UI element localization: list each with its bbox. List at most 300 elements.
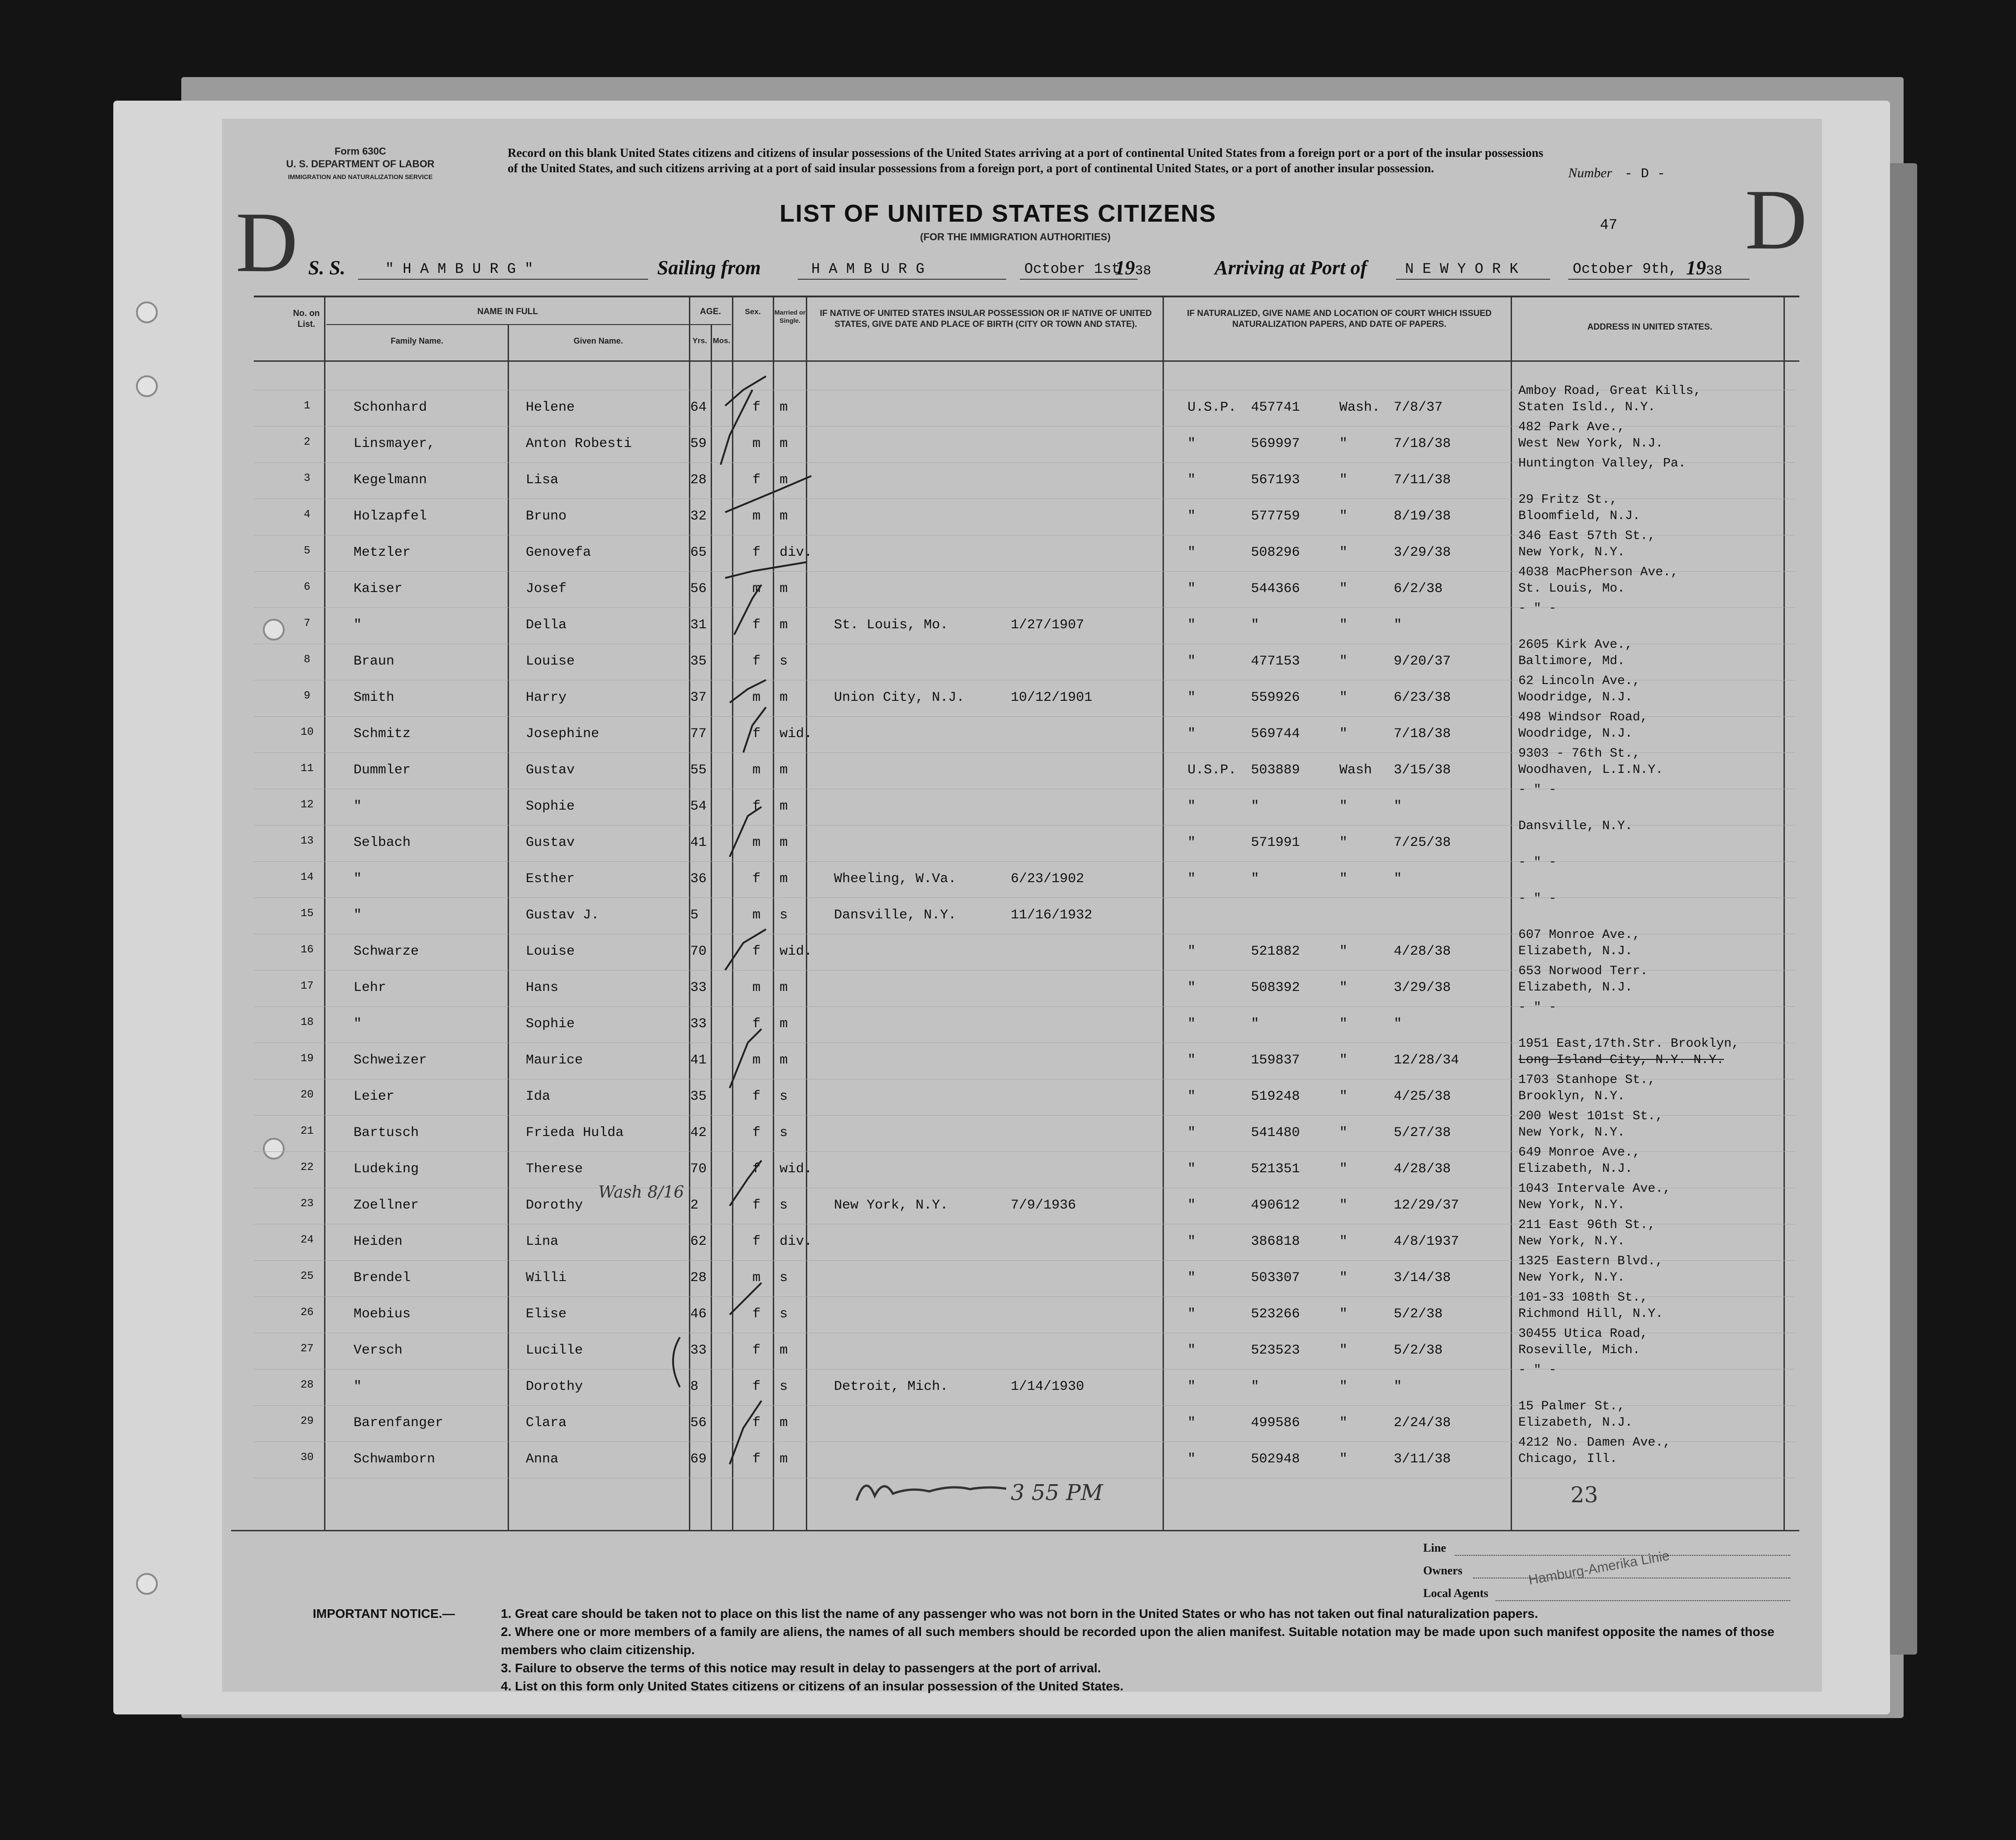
paper-number: 490612 [1251,1198,1300,1213]
address-line-1: 1703 Stanhope St., [1518,1073,1656,1087]
paper-date: 9/20/37 [1394,654,1451,669]
age-years: 56 [690,1415,707,1431]
notice-heading: IMPORTANT NOTICE.— [313,1607,455,1621]
given-name: Josef [526,581,567,597]
sex: f [752,1379,761,1394]
age-years: 41 [690,835,707,850]
marital-status: m [780,799,788,814]
address-line-2: Brooklyn, N.Y. [1518,1089,1625,1103]
family-name: Schmitz [354,726,411,742]
address-line-2: New York, N.Y. [1518,1271,1625,1285]
court-location: Wash. [1339,400,1381,415]
sex: f [752,1306,761,1322]
birth-place: Detroit, Mich. [834,1379,949,1394]
court-code: " [1187,1053,1196,1068]
family-name: " [354,799,362,814]
court-location: " [1339,1415,1348,1431]
court-code: " [1187,871,1196,887]
court-code: " [1187,1379,1196,1394]
court-location: " [1339,472,1348,488]
age-years: 5 [690,908,699,923]
address-line-1: 653 Norwood Terr. [1518,964,1648,978]
paper-date: 4/8/1937 [1394,1234,1459,1249]
paper-date: " [1394,617,1402,633]
marital-status: m [780,762,788,778]
court-location: " [1339,726,1348,742]
page-subtitle: (FOR THE IMMIGRATION AUTHORITIES) [920,231,1111,243]
row-number: 24 [300,1234,314,1246]
court-location: " [1339,545,1348,560]
court-code: " [1187,980,1196,995]
age-years: 28 [690,472,707,488]
address-line-2: Bloomfield, N.J. [1518,509,1640,523]
paper-number: 477153 [1251,654,1300,669]
paper-number: 521882 [1251,944,1300,959]
marital-status: s [780,1125,788,1141]
court-code: " [1187,1306,1196,1322]
address-line-2: New York, N.Y. [1518,545,1625,559]
sex: f [752,617,761,633]
sex: m [752,690,761,705]
sex: f [752,1016,761,1032]
paper-number: 544366 [1251,581,1300,597]
year-value-2: 38 [1706,263,1723,279]
paper-date: 3/11/38 [1394,1452,1451,1467]
check-mark [730,1283,761,1315]
address-line-2: West New York, N.J. [1518,437,1663,451]
form-id-line: IMMIGRATION AND NATURALIZATION SERVICE [288,173,433,180]
family-name: Selbach [354,835,411,850]
ss-label: S. S. [308,257,345,279]
row-number: 13 [300,835,314,847]
marital-status: div. [780,545,813,560]
letter-left: D [236,195,298,290]
given-name: Harry [526,690,567,705]
court-location: " [1339,1270,1348,1286]
given-name: Anna [526,1452,559,1467]
marital-status: m [780,871,788,887]
address-line-1: Amboy Road, Great Kills, [1518,384,1701,398]
number-value: - D - [1624,166,1666,182]
court-code: " [1187,1343,1196,1358]
given-name: Lisa [526,472,559,488]
row-number: 27 [300,1343,314,1355]
family-name: Lehr [354,980,387,995]
row-number: 16 [300,944,314,956]
family-name: Dummler [354,762,411,778]
row-number: 9 [304,690,310,702]
paper-date: 7/25/38 [1394,835,1451,850]
address-line-2: New York, N.Y. [1518,1126,1625,1140]
paper-date: 8/19/38 [1394,509,1451,524]
given-name: Elise [526,1306,567,1322]
family-name: Leier [354,1089,395,1104]
paper-number: " [1251,1016,1260,1032]
court-code: " [1187,1415,1196,1431]
sheet-number: 47 [1600,217,1618,233]
paper-number: 519248 [1251,1089,1300,1104]
age-years: 65 [690,545,707,560]
age-years: 64 [690,400,707,415]
marital-status: m [780,1343,788,1358]
given-name: Helene [526,400,575,415]
paper-number: 502948 [1251,1452,1300,1467]
sail-date: October 1st [1024,261,1120,277]
paper-date: 3/15/38 [1394,762,1451,778]
marital-status: m [780,980,788,995]
arrival-port: N E W Y O R K [1405,261,1518,277]
check-mark [725,476,811,512]
family-name: Linsmayer, [354,436,436,452]
address-line-1: 346 East 57th St., [1518,529,1656,543]
paper-date: 3/29/38 [1394,980,1451,995]
court-code: " [1187,1016,1196,1032]
age-years: 2 [690,1198,699,1213]
court-code: " [1187,1089,1196,1104]
marital-status: s [780,1089,788,1104]
sex: f [752,472,761,488]
address-line-1: 29 Fritz St., [1518,493,1618,507]
given-name: Gustav [526,762,575,778]
court-location: " [1339,1379,1348,1394]
marital-status: m [780,835,788,850]
row-number: 7 [304,617,310,630]
address-line-1: 4038 MacPherson Ave., [1518,565,1678,579]
age-years: 28 [690,1270,707,1286]
notice-4: 4. List on this form only United States citizens or citizens of an insular possession of the United States. [501,1679,1124,1693]
sex: f [752,1415,761,1431]
row-number: 5 [304,545,310,557]
col-mos: Mos. [712,336,731,345]
paper-number: 386818 [1251,1234,1300,1249]
paper-date: 6/2/38 [1394,581,1443,597]
court-location: Wash [1339,762,1372,778]
birth-date: 1/27/1907 [1011,617,1085,633]
arrive-date: October 9th, [1573,261,1677,277]
row-number: 2 [304,436,310,448]
sex: m [752,436,761,452]
marital-status: s [780,908,788,923]
paper-date: " [1394,1016,1402,1032]
sex: f [752,1089,761,1104]
marital-status: s [780,654,788,669]
address-line-1: 62 Lincoln Ave., [1518,674,1640,688]
family-name: " [354,871,362,887]
given-name: Gustav [526,835,575,850]
age-years: 70 [690,1161,707,1177]
handwritten-side-note: Wash 8/16 [598,1183,684,1202]
court-location: " [1339,436,1348,452]
age-years: 59 [690,436,707,452]
page-title: LIST OF UNITED STATES CITIZENS [780,200,1216,227]
given-name: Esther [526,871,575,887]
row-number: 30 [300,1452,314,1464]
notice-3: 3. Failure to observe the terms of this notice may result in delay to passengers at the port of arrival. [501,1661,1101,1675]
paper-number: 559926 [1251,690,1300,705]
sex: f [752,1452,761,1467]
family-name: " [354,1379,362,1394]
address-line-2: Elizabeth, N.J. [1518,944,1633,958]
marital-status: wid. [780,726,813,742]
court-location: " [1339,1089,1348,1104]
row-number: 15 [300,908,314,920]
family-name: Moebius [354,1306,411,1322]
family-name: Kegelmann [354,472,427,488]
marital-status: m [780,509,788,524]
paper-date: " [1394,1379,1402,1394]
family-name: Barenfanger [354,1415,444,1431]
given-name: Louise [526,944,575,959]
given-name: Genovefa [526,545,591,560]
marital-status: m [780,436,788,452]
address-line-1: 607 Monroe Ave., [1518,928,1640,942]
family-name: Braun [354,654,395,669]
court-code: " [1187,1452,1196,1467]
row-number: 3 [304,472,310,485]
row-number: 22 [300,1161,314,1174]
marital-status: m [780,690,788,705]
row-number: 4 [304,509,310,521]
court-code: " [1187,545,1196,560]
paper-date: 7/8/37 [1394,400,1443,415]
ship-name: " H A M B U R G " [385,261,533,277]
check-mark [743,707,766,753]
family-name: Holzapfel [354,509,427,524]
paper-number: 577759 [1251,509,1300,524]
row-number: 26 [300,1306,314,1319]
address-line-2: New York, N.Y. [1518,1234,1625,1248]
court-code: " [1187,617,1196,633]
col-native: IF NATIVE OF UNITED STATES INSULAR POSSESSION OR IF NATIVE OF UNITED STATES, GIVE DATE AND PLACE OF BIRTH (CITY OR TOWN AND STATE). [819,309,1152,329]
court-code: " [1187,472,1196,488]
family-name: Schwamborn [354,1452,436,1467]
court-location: " [1339,1125,1348,1141]
family-name: Versch [354,1343,403,1358]
court-code: " [1187,1125,1196,1141]
court-location: " [1339,654,1348,669]
paper-number: 503307 [1251,1270,1300,1286]
given-name: Clara [526,1415,567,1431]
paper-date: 7/18/38 [1394,436,1451,452]
age-years: 70 [690,944,707,959]
family-name: Schweizer [354,1053,427,1068]
age-years: 31 [690,617,707,633]
address-line-2: New York, N.Y. [1518,1198,1625,1212]
court-code: " [1187,726,1196,742]
address-line-1: 30455 Utica Road, [1518,1327,1648,1341]
paper-number: " [1251,1379,1260,1394]
address-line-1: 1043 Intervale Ave., [1518,1182,1671,1196]
row-number: 29 [300,1415,314,1427]
court-code: " [1187,835,1196,850]
address-line-1: 15 Palmer St., [1518,1399,1625,1413]
family-name: Heiden [354,1234,403,1249]
family-name: Metzler [354,545,411,560]
paper-number: " [1251,799,1260,814]
marital-status: m [780,1452,788,1467]
sailing-label: Sailing from [657,257,761,279]
sex: m [752,1270,761,1286]
notice-2: 2. Where one or more members of a family are aliens, the names of all such members should be recorded upon the alien manifest. Suitable notation may be made upon such manifest opposite the names of those members who claim citizenship. [501,1625,1774,1657]
age-years: 36 [690,871,707,887]
row-number: 17 [300,980,314,992]
address-line-2: Woodhaven, L.I.N.Y. [1518,763,1663,777]
sex: f [752,400,761,415]
row-number: 12 [300,799,314,811]
court-location: " [1339,1343,1348,1358]
paper-date: 5/2/38 [1394,1306,1443,1322]
year-prefix-2: 19 [1686,257,1706,279]
given-name: Frieda Hulda [526,1125,624,1141]
court-code: " [1187,690,1196,705]
family-name: " [354,908,362,923]
footer-line-label: Line [1423,1541,1446,1554]
sex: m [752,980,761,995]
court-code: " [1187,1161,1196,1177]
paper-number: 457741 [1251,400,1300,415]
family-name: " [354,617,362,633]
address-line-2: Woodridge, N.J. [1518,727,1633,741]
paper-date: 6/23/38 [1394,690,1451,705]
paper-date: 12/28/34 [1394,1053,1459,1068]
court-code: " [1187,1234,1196,1249]
age-years: 8 [690,1379,699,1394]
given-name: Dorothy [526,1198,583,1213]
row-number: 28 [300,1379,314,1391]
check-mark [725,929,766,970]
family-name: Schonhard [354,400,427,415]
row-number: 10 [300,726,314,738]
paper-date: 7/18/38 [1394,726,1451,742]
row-number: 18 [300,1016,314,1029]
check-mark [730,1160,761,1206]
given-name: Dorothy [526,1379,583,1394]
col-age: AGE. [700,307,721,316]
given-name: Lina [526,1234,559,1249]
sex: f [752,726,761,742]
birth-date: 10/12/1901 [1011,690,1093,705]
age-years: 56 [690,581,707,597]
sex: m [752,581,761,597]
given-name: Anton Robesti [526,436,632,452]
marital-status: wid. [780,944,813,959]
address-line-2: Richmond Hill, N.Y. [1518,1307,1663,1321]
row-number: 14 [300,871,314,884]
paper-date: 5/27/38 [1394,1125,1451,1141]
age-years: 32 [690,509,707,524]
paper-date: " [1394,871,1402,887]
check-mark [730,1401,761,1464]
paper-number: " [1251,617,1260,633]
given-name: Della [526,617,567,633]
family-name: Zoellner [354,1198,419,1213]
marital-status: s [780,1379,788,1394]
paper-number: 569744 [1251,726,1300,742]
court-location: " [1339,581,1348,597]
court-location: " [1339,980,1348,995]
sex: f [752,654,761,669]
paper-date: 4/28/38 [1394,944,1451,959]
paper-number: 521351 [1251,1161,1300,1177]
check-mark [730,1029,761,1088]
family-name: Bartusch [354,1125,419,1141]
family-name: Smith [354,690,395,705]
age-years: 37 [690,690,707,705]
birth-date: 1/14/1930 [1011,1379,1085,1394]
age-years: 55 [690,762,707,778]
address-line-1: Huntington Valley, Pa. [1518,456,1686,471]
sex: f [752,1343,761,1358]
col-address: ADDRESS IN UNITED STATES. [1587,322,1712,332]
court-location: " [1339,1016,1348,1032]
marital-status: wid. [780,1161,813,1177]
paper-date: 4/28/38 [1394,1161,1451,1177]
col-family-name: Family Name. [390,336,444,345]
given-name: Gustav J. [526,908,600,923]
col-name-in-full: NAME IN FULL [477,307,538,316]
col-married: Married or Single. [774,309,806,324]
paper-number: 569997 [1251,436,1300,452]
footer-agents-label: Local Agents [1423,1587,1488,1600]
address-line-1: 482 Park Ave., [1518,420,1625,434]
paper-number: 567193 [1251,472,1300,488]
address-line-1: 4212 No. Damen Ave., [1518,1436,1671,1450]
age-years: 35 [690,1089,707,1104]
sex: f [752,1198,761,1213]
paper-number: 523523 [1251,1343,1300,1358]
marital-status: m [780,1016,788,1032]
sex: f [752,799,761,814]
court-code: " [1187,1270,1196,1286]
address-line-2: Elizabeth, N.J. [1518,1162,1633,1176]
handwritten-page-count: 23 [1570,1482,1599,1508]
age-years: 46 [690,1306,707,1322]
sex: f [752,1161,761,1177]
birth-place: New York, N.Y. [834,1198,949,1213]
court-location: " [1339,690,1348,705]
court-location: " [1339,1452,1348,1467]
marital-status: div. [780,1234,813,1249]
paper-number: 508392 [1251,980,1300,995]
court-code: " [1187,1198,1196,1213]
col-given-name: Given Name. [573,336,623,345]
family-name: Kaiser [354,581,403,597]
address-line-2: St. Louis, Mo. [1518,582,1625,596]
given-name: Willi [526,1270,567,1286]
court-code: " [1187,509,1196,524]
address-line-1: 200 West 101st St., [1518,1109,1663,1123]
marital-status: m [780,617,788,633]
court-location: " [1339,1234,1348,1249]
address-line-2: Baltimore, Md. [1518,654,1625,668]
address-line-1: 1325 Eastern Blvd., [1518,1254,1663,1268]
court-location: " [1339,1198,1348,1213]
address-line-1: - " - [1518,783,1557,797]
row-number: 23 [300,1198,314,1210]
court-code: " [1187,581,1196,597]
paper-number: 571991 [1251,835,1300,850]
court-code: " [1187,654,1196,669]
company-stamp: Hamburg-Amerika Linie [1527,1548,1671,1588]
instructions: Record on this blank United States citizens and citizens of insular possessions of the United States arriving at a port of continental United States from a foreign port or a port of the insular possessions of the United States, and such citizens arriving at a port of said insular possessions from a foreign port, a port of continental United States, or a port of another insular possession. [508,146,1544,175]
given-name: Lucille [526,1343,583,1358]
court-code: U.S.P. [1187,400,1237,415]
family-name: Schwarze [354,944,419,959]
marital-status: m [780,472,788,488]
sex: f [752,1125,761,1141]
address-line-2: Elizabeth, N.J. [1518,981,1633,995]
paper-number: 541480 [1251,1125,1300,1141]
